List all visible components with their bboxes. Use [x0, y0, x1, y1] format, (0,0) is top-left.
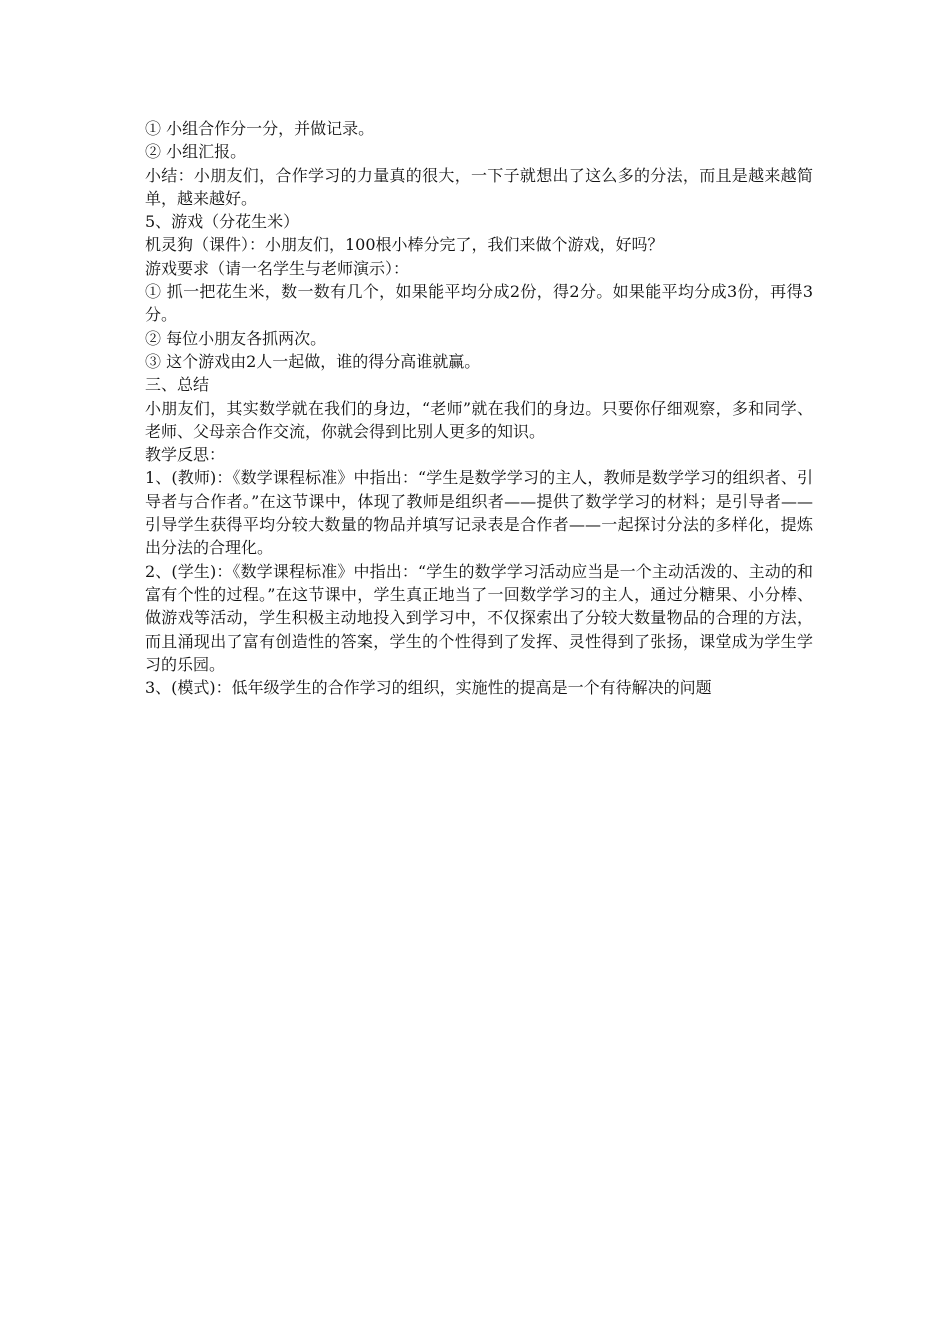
paragraph-conclusion: 小朋友们，其实数学就在我们的身边，“老师”就在我们的身边。只要你仔细观察，多和同学、老师、父母亲合作交流，你就会得到比别人更多的知识。: [145, 398, 813, 441]
paragraph-group-task: ① 小组合作分一分，并做记录。: [145, 119, 375, 138]
paragraph-courseware-dog: 机灵狗（课件）：小朋友们，100根小棒分完了，我们来做个游戏，好吗？: [145, 235, 664, 255]
section-heading-game: 5、游戏（分花生米）: [145, 212, 300, 232]
document-body: [145, 117, 813, 699]
section-heading-conclusion: 三、总结: [145, 375, 210, 395]
paragraph-game-rule-3: ③ 这个游戏由2人一起做，谁的得分高谁就赢。: [145, 351, 481, 371]
paragraph-game-rule-1: ① 抓一把花生米，数一数有几个，如果能平均分成2份，得2分。如果能平均分成3份，再得3分。: [145, 282, 813, 325]
paragraph-reflection-student: 2、(学生)：《数学课程标准》中指出：“学生的数学学习活动应当是一个主动活泼的、主动的和富有个性的过程。”在这节课中，学生真正地当了一回数学学习的主人，通过分糖果、小分棒、做游戏等活动，学生积极主动地投入到学习中，不仅探索出了分较大数量物品的合理的方法，而且涌现出了富有创造性的答案，学生的个性得到了发挥、灵性得到了张扬，课堂成为学生学习的乐园。: [145, 561, 813, 674]
paragraph-game-rule-2: ② 每位小朋友各抓两次。: [145, 328, 327, 348]
paragraph-game-rules-heading: 游戏要求（请一名学生与老师演示）：: [145, 258, 410, 278]
section-heading-reflection: 教学反思：: [145, 445, 226, 465]
paragraph-reflection-teacher: 1、(教师)：《数学课程标准》中指出：“学生是数学学习的主人，教师是数学学习的组织者、引导者与合作者。”在这节课中，体现了教师是组织者——提供了数学学习的材料；是引导者——引导学生获得平均分较大数量的物品并填写记录表是合作者——一起探讨分法的多样化，提炼出分法的合理化。: [145, 468, 813, 558]
paragraph-summary: 小结：小朋友们，合作学习的力量真的很大，一下子就想出了这么多的分法，而且是越来越简单，越来越好。: [145, 165, 813, 208]
paragraph-reflection-mode: 3、(模式)：低年级学生的合作学习的组织，实施性的提高是一个有待解决的问题: [145, 678, 712, 698]
paragraph-group-report: ② 小组汇报。: [145, 142, 247, 162]
